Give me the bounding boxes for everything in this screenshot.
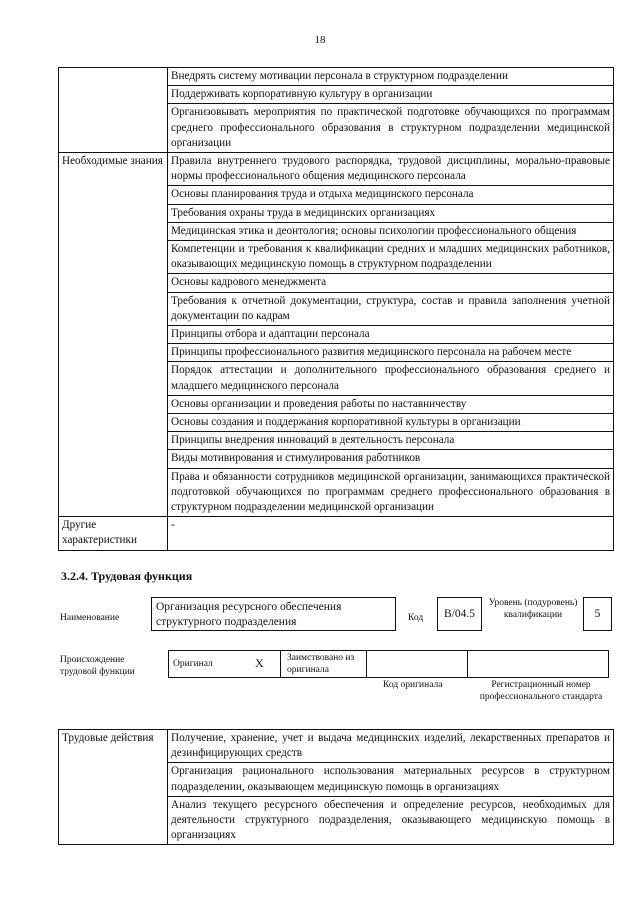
table-cell: Поддерживать корпоративную культуру в организации xyxy=(168,86,614,104)
table-cell: Принципы внедрения инноваций в деятельность персонала xyxy=(168,432,614,450)
level-label: Уровень (подуровень) квалификации xyxy=(488,598,578,620)
divider xyxy=(280,651,281,677)
table-row xyxy=(59,153,614,186)
table-cell: Компетенции и требования к квалификации средних и младших медицинских работников, оказывающих медицинскую помощь в структурном подразделении xyxy=(168,241,614,274)
table-cell: Основы кадрового менеджмента xyxy=(168,274,614,292)
table-cell: Внедрять систему мотивации персонала в структурном подразделении xyxy=(168,68,614,86)
section-title: 3.2.4. Трудовая функция xyxy=(61,569,193,583)
row-label-actions: Трудовые действия xyxy=(59,730,168,845)
name-label: Наименование xyxy=(60,613,120,623)
table-cell: Требования к отчетной документации, структура, состав и правила заполнения учетной документации по кадрам xyxy=(168,292,614,325)
skills-knowledge-table xyxy=(58,67,614,551)
table-cell: Принципы профессионального развития медицинского персонала на рабочем месте xyxy=(168,344,614,362)
divider xyxy=(467,651,468,677)
table-cell: Организовывать мероприятия по практической подготовке обучающихся по программам среднего профессионального образования в структурном подразделении медицинской организации xyxy=(168,104,614,153)
table-cell: Виды мотивирования и стимулирования работников xyxy=(168,450,614,468)
table-cell: Основы создания и поддержания корпоративной культуры в организации xyxy=(168,414,614,432)
original-mark: X xyxy=(255,656,264,670)
page-number: 18 xyxy=(314,34,326,46)
table-cell: Получение, хранение, учет и выдача медицинских изделий, лекарственных препаратов и дезинфицирующих средств xyxy=(168,730,614,763)
table-cell: Основы планирования труда и отдыха медицинского персонала xyxy=(168,186,614,204)
table-cell: Принципы отбора и адаптации персонала xyxy=(168,326,614,344)
divider xyxy=(366,651,367,677)
table-cell: Медицинская этика и деонтология; основы психологии профессионального общения xyxy=(168,222,614,240)
row-label xyxy=(59,68,168,153)
borrowed-label: Заимствовано из оригинала xyxy=(287,653,355,675)
code-value: B/04.5 xyxy=(437,597,482,631)
code-label: Код xyxy=(408,613,424,623)
row-label-other: Другие характеристики xyxy=(59,517,168,550)
level-value: 5 xyxy=(583,597,612,631)
table-cell: Организация рационального использования материальных ресурсов в структурном подразделении, оказывающем медицинскую помощь в организациях xyxy=(168,763,614,796)
table-cell: Порядок аттестации и дополнительного профессионального образования среднего и младшего медицинского персонала xyxy=(168,362,614,395)
origin-label: Происхождение трудовой функции xyxy=(60,655,135,677)
work-actions-table xyxy=(58,729,614,845)
code-original-label: Код оригинала xyxy=(383,680,443,690)
origin-box xyxy=(168,650,609,678)
table-cell: - xyxy=(168,517,614,550)
table-cell: Основы организации и проведения работы по наставничеству xyxy=(168,395,614,413)
table-row xyxy=(59,730,614,763)
table-row xyxy=(59,517,614,550)
table-cell: Анализ текущего ресурсного обеспечения и определение ресурсов, необходимых для деятельности структурного подразделения, оказывающего медицинскую помощь в организациях xyxy=(168,796,614,845)
table-cell: Требования охраны труда в медицинских организациях xyxy=(168,204,614,222)
table-row xyxy=(59,68,614,86)
row-label-knowledge: Необходимые знания xyxy=(59,153,168,517)
original-label: Оригинал xyxy=(173,659,213,669)
reg-number-label: Регистрационный номер профессионального стандарта xyxy=(479,680,603,702)
name-value: Организация ресурсного обеспечения структурного подразделения xyxy=(151,597,396,631)
table-cell: Права и обязанности сотрудников медицинской организации, занимающихся практической подготовкой обучающихся по программам среднего профессионального образования в структурном подразделении медицинской организации xyxy=(168,468,614,517)
table-cell: Правила внутреннего трудового распорядка, трудовой дисциплины, морально-правовые нормы профессионального общения медицинского персонала xyxy=(168,153,614,186)
